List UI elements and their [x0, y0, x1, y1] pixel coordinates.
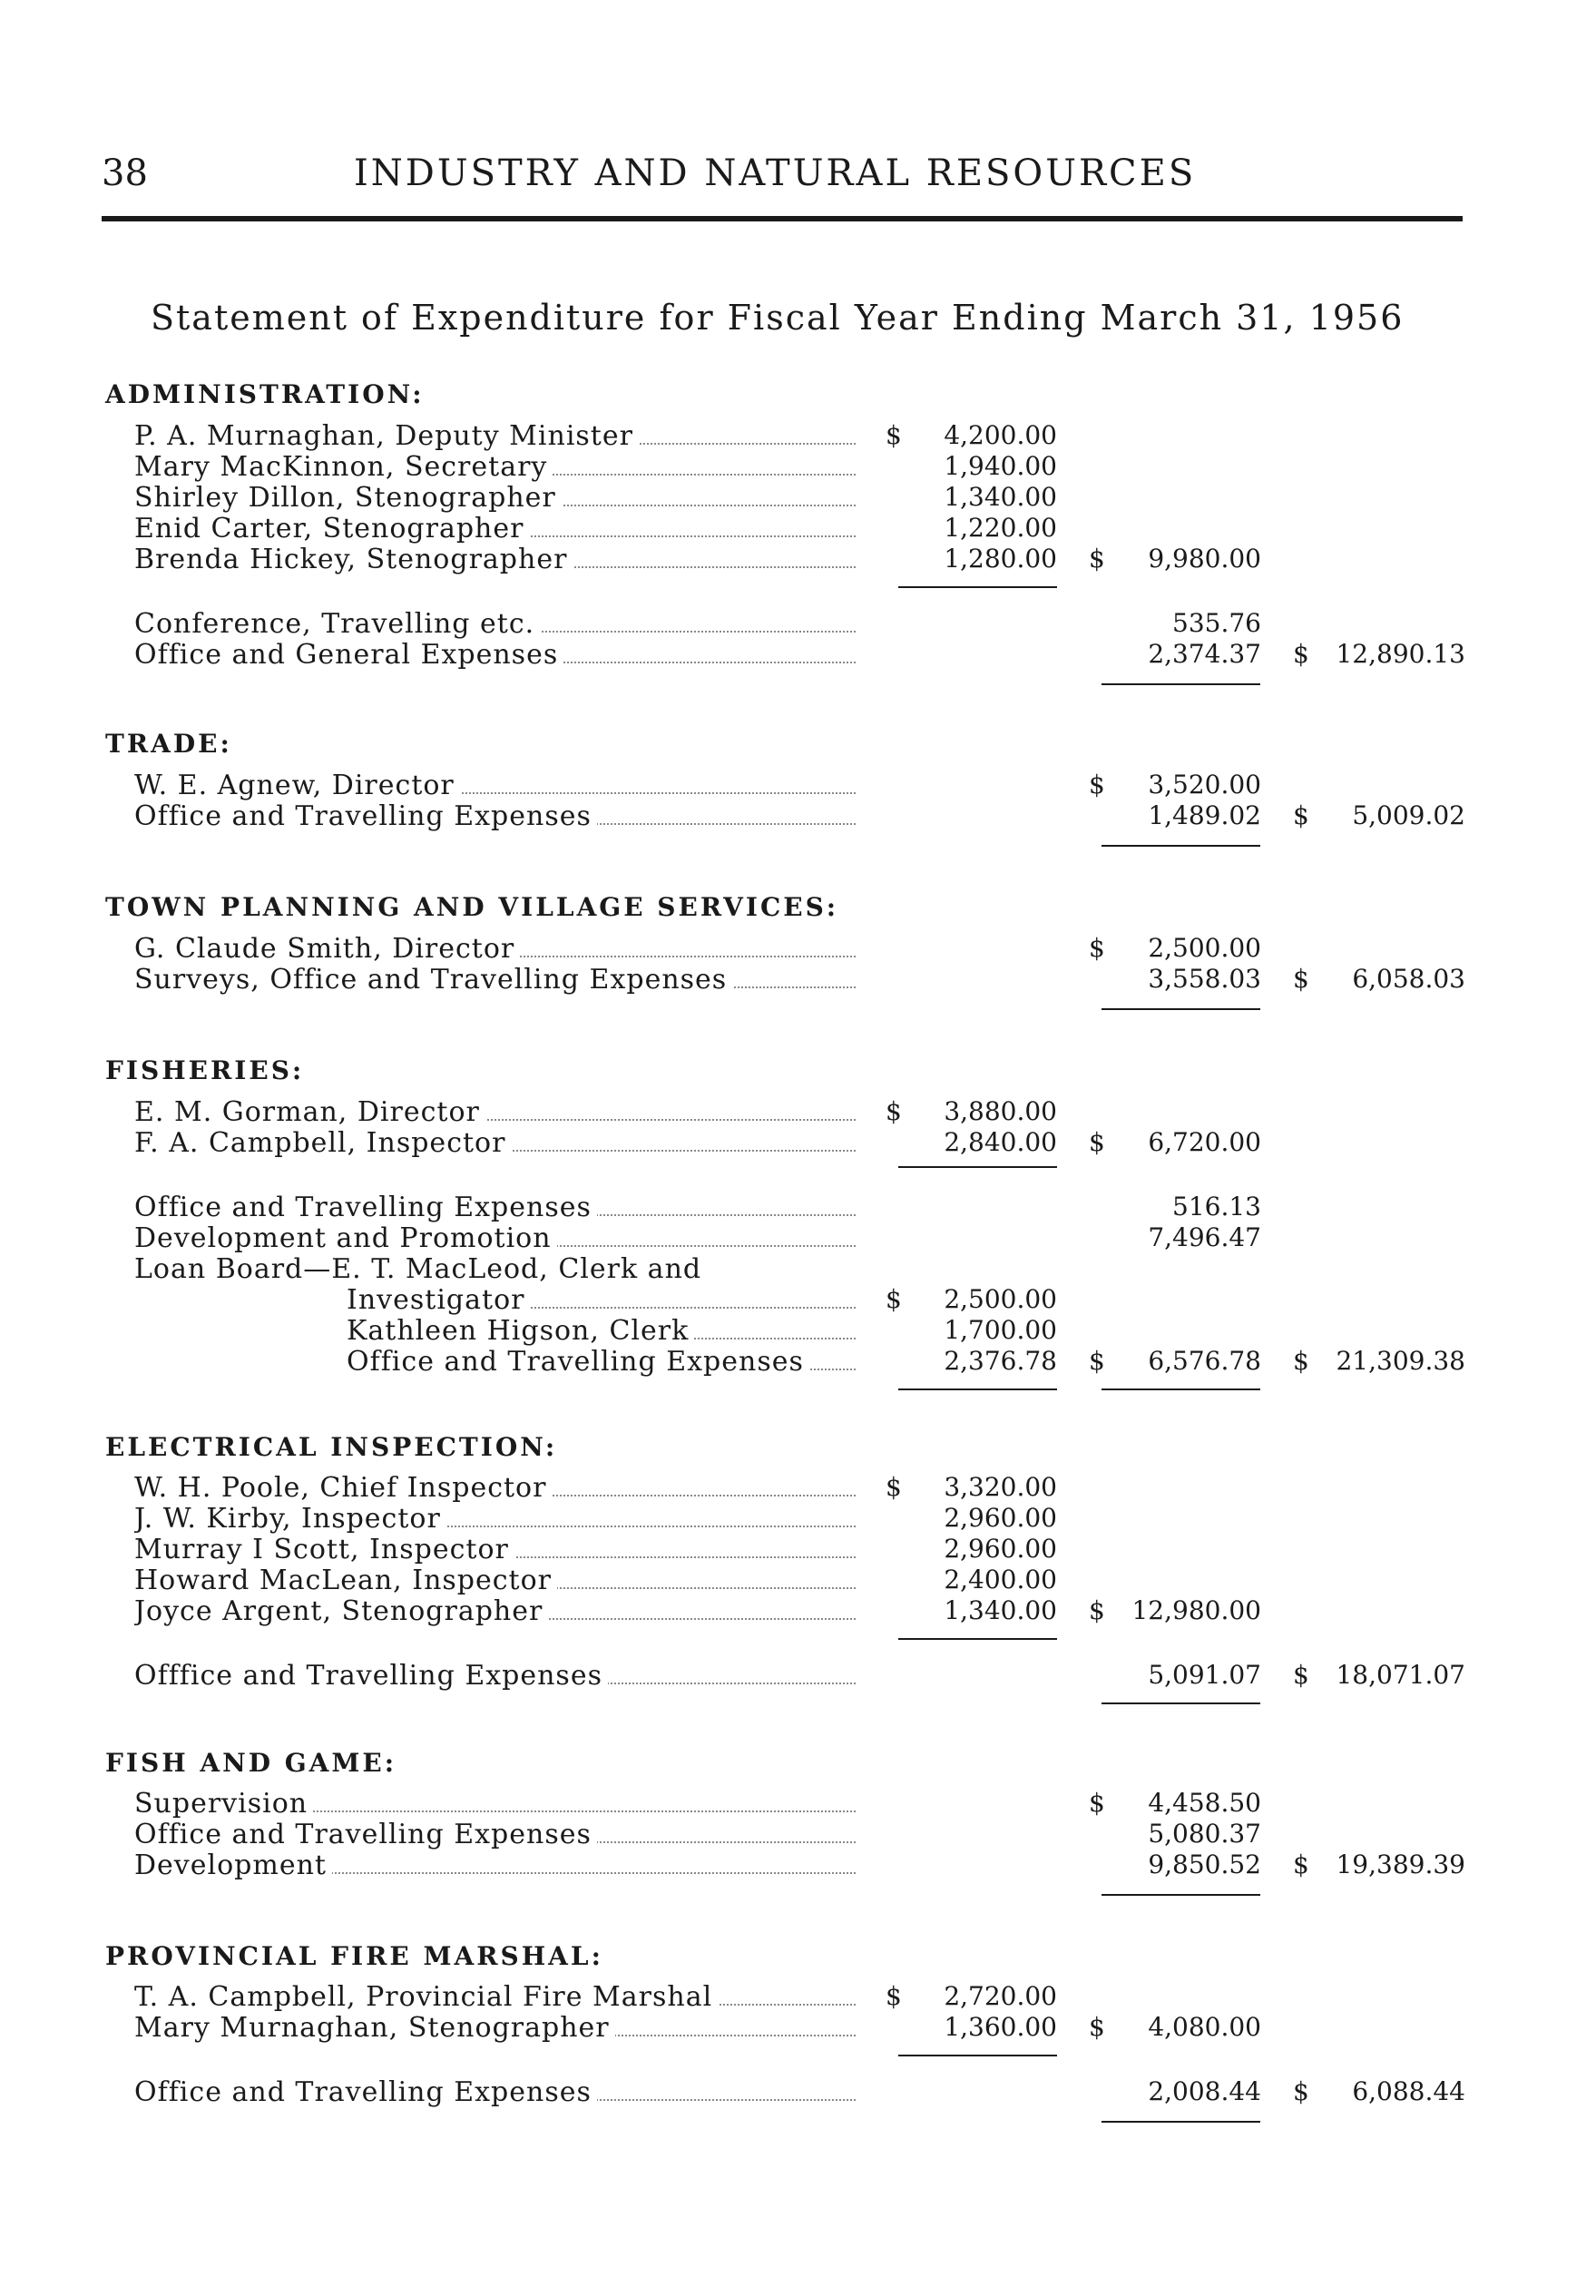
row-label-text: W. H. Poole, Chief Inspector — [134, 1472, 552, 1503]
section-heading: FISHERIES: — [105, 1055, 305, 1085]
dollar-sign: $ — [1293, 964, 1309, 994]
row-label-text: P. A. Murnaghan, Deputy Minister — [134, 420, 639, 451]
table-row — [0, 1788, 1596, 1819]
row-label-text: G. Claude Smith, Director — [134, 933, 520, 964]
table-row — [0, 544, 1596, 574]
table-row — [0, 1534, 1596, 1565]
table-row — [0, 1096, 1596, 1127]
table-row — [0, 1346, 1596, 1377]
table-row — [0, 2012, 1596, 2043]
running-title: INDUSTRY AND NATURAL RESOURCES — [354, 152, 1197, 194]
amount-c2: 2,374.37 — [1148, 639, 1261, 669]
row-label-text: Offfice and Travelling Expenses — [134, 1660, 608, 1691]
table-row — [0, 513, 1596, 544]
subtotal-rule — [898, 586, 1057, 588]
amount-c2: 4,080.00 — [1148, 2012, 1261, 2042]
row-label — [134, 1595, 856, 1626]
dollar-sign: $ — [1089, 1595, 1105, 1625]
amount-c3: 5,009.02 — [1352, 800, 1465, 830]
row-label — [134, 2012, 856, 2043]
table-row — [0, 1660, 1596, 1691]
dollar-sign: $ — [1089, 933, 1105, 963]
subtotal-rule — [1102, 1702, 1260, 1704]
row-label — [134, 1850, 856, 1880]
row-label — [134, 933, 856, 964]
page-header — [102, 152, 1463, 207]
row-label — [134, 1127, 856, 1158]
row-label — [134, 1472, 856, 1503]
amount-c2: 9,980.00 — [1148, 544, 1261, 574]
amount-c1: 2,960.00 — [944, 1534, 1057, 1564]
amount-c1: 2,840.00 — [944, 1127, 1057, 1157]
subtotal-rule — [898, 1638, 1057, 1640]
amount-c1: 2,960.00 — [944, 1503, 1057, 1533]
amount-c2: 535.76 — [1172, 608, 1261, 638]
table-row — [0, 1222, 1596, 1253]
section-heading: TRADE: — [105, 729, 232, 759]
amount-c1: 1,700.00 — [944, 1315, 1057, 1345]
row-label — [134, 544, 856, 574]
dollar-sign: $ — [886, 1472, 902, 1502]
table-row — [0, 964, 1596, 995]
dollar-sign: $ — [1293, 1850, 1309, 1879]
row-label — [134, 420, 856, 451]
row-label-text: W. E. Agnew, Director — [134, 770, 460, 800]
table-row — [0, 1192, 1596, 1222]
subtotal-rule — [898, 2055, 1057, 2056]
row-label-text: J. W. Kirby, Inspector — [134, 1503, 446, 1534]
row-label-text: Office and Travelling Expenses — [134, 2076, 597, 2107]
row-label — [134, 1819, 856, 1850]
row-label — [134, 608, 856, 639]
row-label-text: Office and Travelling Expenses — [134, 1819, 597, 1850]
row-label — [134, 800, 856, 831]
row-label — [134, 1253, 856, 1284]
section-heading: PROVINCIAL FIRE MARSHAL: — [105, 1941, 603, 1971]
amount-c1: 2,500.00 — [944, 1284, 1057, 1314]
row-label-text: Office and Travelling Expenses — [134, 800, 597, 831]
row-label-text: Development and Promotion — [134, 1222, 557, 1253]
amount-c2: 6,576.78 — [1148, 1346, 1261, 1376]
subtotal-rule — [1102, 1894, 1260, 1896]
table-row — [0, 420, 1596, 451]
row-label — [134, 451, 856, 482]
row-label-text: Joyce Argent, Stenographer — [134, 1595, 548, 1626]
row-label — [134, 513, 856, 544]
amount-c3: 19,389.39 — [1336, 1850, 1465, 1879]
row-label — [134, 639, 856, 670]
dollar-sign: $ — [886, 420, 902, 450]
row-label-text: Loan Board—E. T. MacLeod, Clerk and — [134, 1253, 707, 1284]
table-row — [0, 1565, 1596, 1595]
row-label — [134, 1660, 856, 1691]
row-label — [347, 1346, 856, 1377]
amount-c3: 6,088.44 — [1352, 2076, 1465, 2106]
dollar-sign: $ — [886, 1096, 902, 1126]
subtotal-rule — [898, 1166, 1057, 1168]
subtotal-rule — [1102, 1388, 1260, 1390]
dollar-sign: $ — [1293, 800, 1309, 830]
dollar-sign: $ — [1089, 544, 1105, 574]
table-row — [0, 800, 1596, 831]
table-row — [0, 1253, 1596, 1284]
dollar-sign: $ — [886, 1284, 902, 1314]
row-label-text: Investigator — [347, 1284, 530, 1315]
table-row — [0, 2076, 1596, 2107]
row-label — [347, 1284, 856, 1315]
amount-c1: 1,280.00 — [944, 544, 1057, 574]
amount-c1: 2,720.00 — [944, 1981, 1057, 2011]
amount-c1: 1,360.00 — [944, 2012, 1057, 2042]
row-label — [134, 2076, 856, 2107]
table-row — [0, 1315, 1596, 1346]
header-rule — [102, 216, 1463, 221]
subtotal-rule — [1102, 683, 1260, 685]
section-heading: ADMINISTRATION: — [105, 379, 425, 409]
row-label-text: Howard MacLean, Inspector — [134, 1565, 557, 1595]
amount-c3: 12,890.13 — [1336, 639, 1465, 669]
table-row — [0, 451, 1596, 482]
row-label-text: Brenda Hickey, Stenographer — [134, 544, 573, 574]
row-label — [134, 1222, 856, 1253]
row-label-text: Kathleen Higson, Clerk — [347, 1315, 694, 1346]
row-label — [134, 1788, 856, 1819]
amount-c3: 18,071.07 — [1336, 1660, 1465, 1690]
row-label-text: Office and General Expenses — [134, 639, 563, 670]
dollar-sign: $ — [1293, 1660, 1309, 1690]
row-label-text: Mary MacKinnon, Secretary — [134, 451, 553, 482]
row-label-text: Mary Murnaghan, Stenographer — [134, 2012, 615, 2043]
row-label-text: Supervision — [134, 1788, 313, 1819]
amount-c3: 6,058.03 — [1352, 964, 1465, 994]
table-row — [0, 1595, 1596, 1626]
table-row — [0, 1472, 1596, 1503]
row-label-text: F. A. Campbell, Inspector — [134, 1127, 511, 1158]
table-row — [0, 1284, 1596, 1315]
amount-c1: 4,200.00 — [944, 420, 1057, 450]
row-label-text: Shirley Dillon, Stenographer — [134, 482, 562, 513]
row-label-text: Office and Travelling Expenses — [347, 1346, 809, 1377]
amount-c1: 2,400.00 — [944, 1565, 1057, 1594]
table-row — [0, 1981, 1596, 2012]
amount-c2: 3,558.03 — [1148, 964, 1261, 994]
subtotal-rule — [1102, 2121, 1260, 2123]
dollar-sign: $ — [1293, 1346, 1309, 1376]
table-row — [0, 770, 1596, 800]
amount-c1: 1,940.00 — [944, 451, 1057, 481]
subtotal-rule — [898, 1388, 1057, 1390]
row-label — [134, 1192, 856, 1222]
row-label-text: Development — [134, 1850, 332, 1880]
subtotal-rule — [1102, 845, 1260, 847]
amount-c3: 21,309.38 — [1336, 1346, 1465, 1376]
table-row — [0, 482, 1596, 513]
row-label-text: Conference, Travelling etc. — [134, 608, 540, 639]
amount-c2: 2,008.44 — [1148, 2076, 1261, 2106]
subtotal-rule — [1102, 1008, 1260, 1010]
row-label — [134, 482, 856, 513]
amount-c2: 6,720.00 — [1148, 1127, 1261, 1157]
row-label — [134, 770, 856, 800]
dollar-sign: $ — [1293, 2076, 1309, 2106]
section-heading: ELECTRICAL INSPECTION: — [105, 1432, 558, 1462]
amount-c2: 1,489.02 — [1148, 800, 1261, 830]
row-label-text: Surveys, Office and Travelling Expenses — [134, 964, 732, 995]
row-label — [134, 1096, 856, 1127]
dollar-sign: $ — [1089, 770, 1105, 800]
dollar-sign: $ — [1089, 2012, 1105, 2042]
statement-title: Statement of Expenditure for Fiscal Year Ending March 31, 1956 — [151, 298, 1405, 338]
table-row — [0, 933, 1596, 964]
row-label — [134, 1534, 856, 1565]
amount-c2: 12,980.00 — [1131, 1595, 1261, 1625]
row-label — [134, 1565, 856, 1595]
table-row — [0, 1503, 1596, 1534]
amount-c1: 3,320.00 — [944, 1472, 1057, 1502]
dollar-sign: $ — [1089, 1346, 1105, 1376]
amount-c2: 5,091.07 — [1148, 1660, 1261, 1690]
section-heading: TOWN PLANNING AND VILLAGE SERVICES: — [105, 892, 839, 922]
amount-c2: 9,850.52 — [1148, 1850, 1261, 1879]
row-label — [347, 1315, 856, 1346]
table-row — [0, 639, 1596, 670]
row-label — [134, 1503, 856, 1534]
table-row — [0, 608, 1596, 639]
dollar-sign: $ — [1089, 1127, 1105, 1157]
amount-c2: 516.13 — [1172, 1192, 1261, 1222]
table-row — [0, 1850, 1596, 1880]
row-label — [134, 1981, 856, 2012]
amount-c2: 7,496.47 — [1148, 1222, 1261, 1252]
dollar-sign: $ — [1293, 639, 1309, 669]
row-label-text: Murray I Scott, Inspector — [134, 1534, 514, 1565]
amount-c1: 1,220.00 — [944, 513, 1057, 543]
amount-c2: 5,080.37 — [1148, 1819, 1261, 1849]
dollar-sign: $ — [886, 1981, 902, 2011]
amount-c1: 1,340.00 — [944, 482, 1057, 512]
section-heading: FISH AND GAME: — [105, 1748, 397, 1778]
dollar-sign: $ — [1089, 1788, 1105, 1818]
amount-c1: 1,340.00 — [944, 1595, 1057, 1625]
amount-c2: 2,500.00 — [1148, 933, 1261, 963]
amount-c2: 3,520.00 — [1148, 770, 1261, 800]
page-number: 38 — [102, 152, 148, 194]
row-label — [134, 964, 856, 995]
table-row — [0, 1127, 1596, 1158]
amount-c1: 2,376.78 — [944, 1346, 1057, 1376]
row-label-text: Office and Travelling Expenses — [134, 1192, 597, 1222]
row-label-text: T. A. Campbell, Provincial Fire Marshal — [134, 1981, 718, 2012]
row-label-text: E. M. Gorman, Director — [134, 1096, 485, 1127]
table-row — [0, 1819, 1596, 1850]
row-label-text: Enid Carter, Stenographer — [134, 513, 529, 544]
amount-c1: 3,880.00 — [944, 1096, 1057, 1126]
amount-c2: 4,458.50 — [1148, 1788, 1261, 1818]
